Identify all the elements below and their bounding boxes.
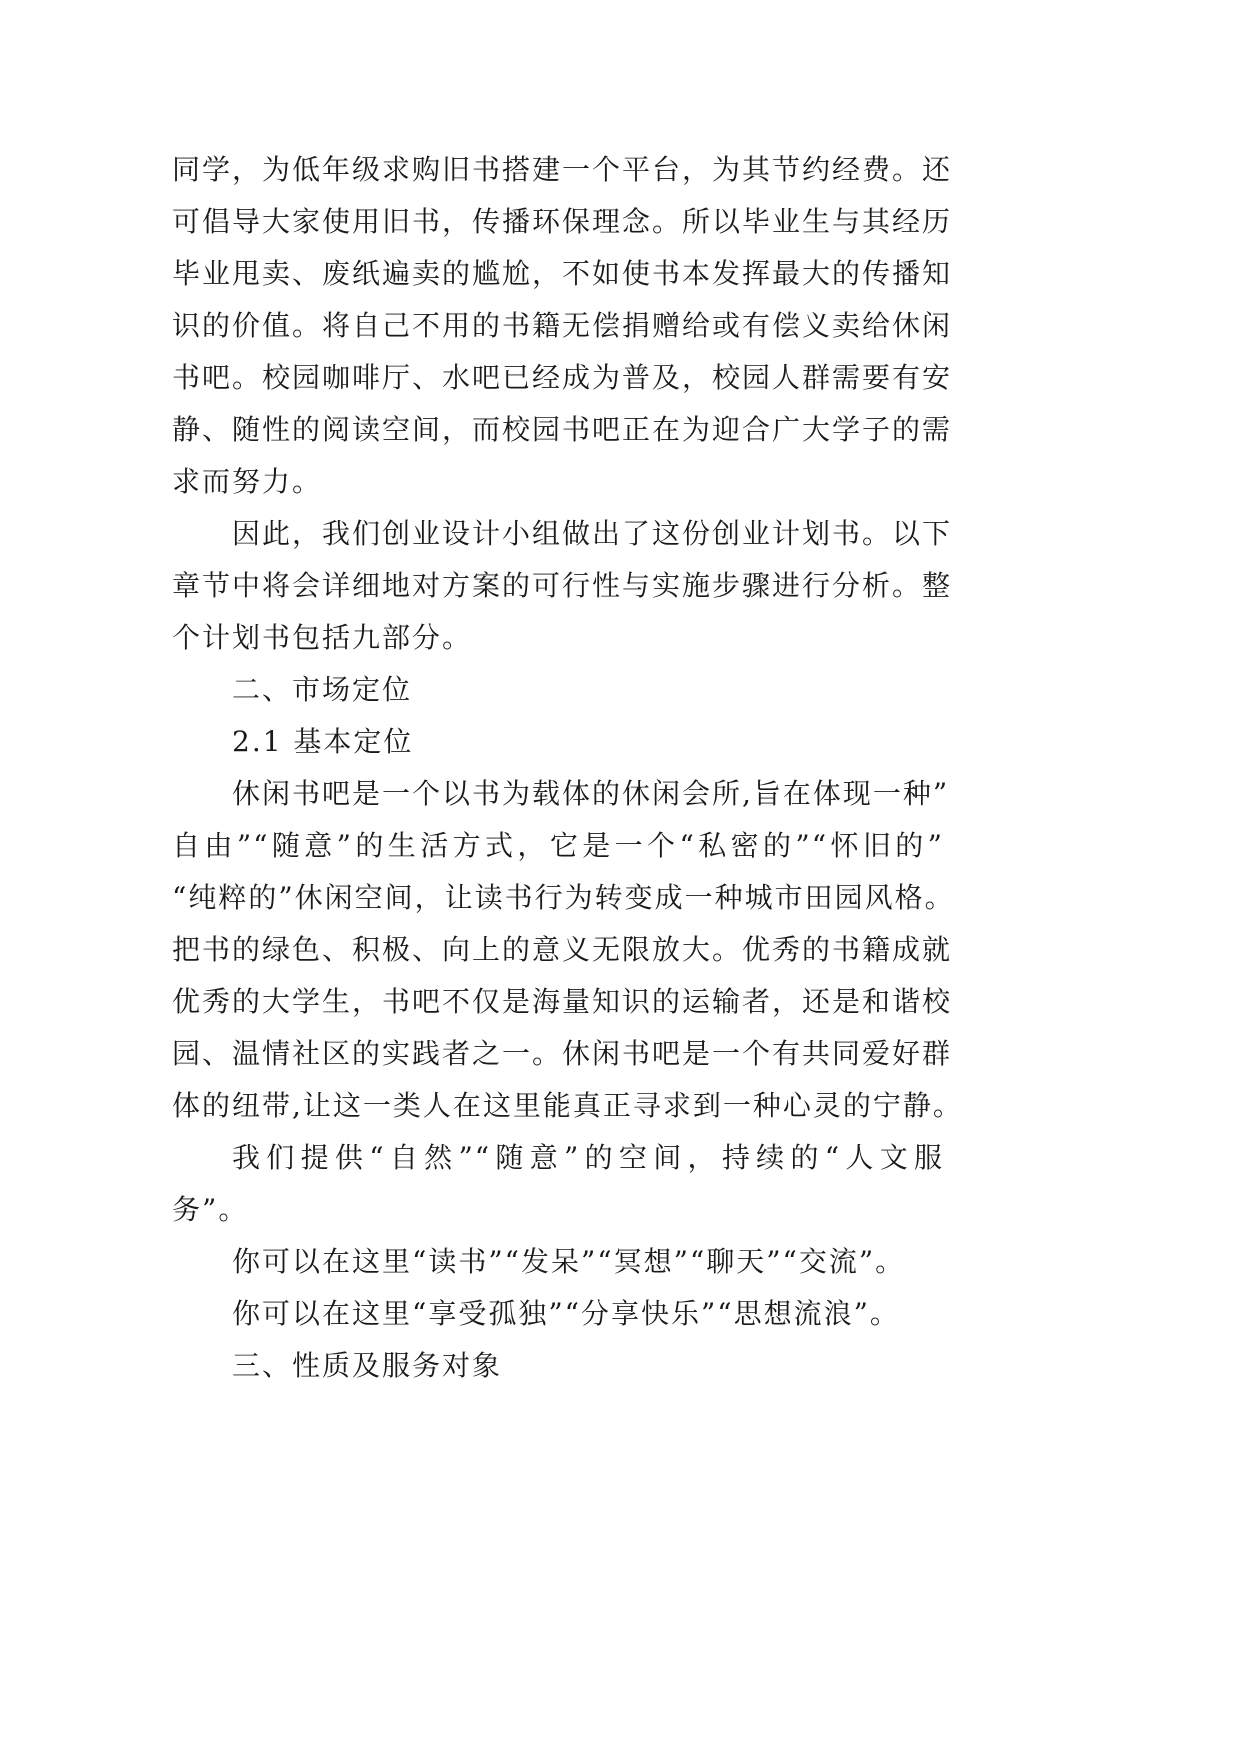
paragraph [172, 144, 953, 508]
paragraph-line: 把书的绿色、积极、向上的意义无限放大。优秀的书籍成就 [172, 933, 953, 966]
paragraph-line: 书吧。校园咖啡厅、水吧已经成为普及，校园人群需要有安 [172, 361, 953, 394]
paragraph-line: 章节中将会详细地对方案的可行性与实施步骤进行分析。整 [172, 569, 953, 602]
section-heading [172, 1340, 944, 1392]
paragraph-line: 你可以在这里“读书”“发呆”“冥想”“聊天”“交流”。 [232, 1245, 906, 1278]
paragraph-line: 你可以在这里“享受孤独”“分享快乐”“思想流浪”。 [232, 1297, 900, 1330]
paragraph-line: 园、温情社区的实践者之一。休闲书吧是一个有共同爱好群 [172, 1037, 953, 1070]
paragraph-line: “纯粹的”休闲空间，让读书行为转变成一种城市田园风格。 [172, 881, 955, 914]
paragraph-line: 因此，我们创业设计小组做出了这份创业计划书。以下 [232, 517, 953, 550]
paragraph-line: 休闲书吧是一个以书为载体的休闲会所,旨在体现一种” [232, 777, 950, 810]
section-heading-text: 三、性质及服务对象 [232, 1349, 503, 1382]
document-body [172, 144, 963, 1392]
paragraph-line: 我们提供“自然”“随意”的空间，持续的“人文服 [232, 1141, 944, 1174]
paragraph-line: 自由”“随意”的生活方式，它是一个“私密的”“怀旧的” [172, 829, 944, 862]
subsection-heading [172, 716, 944, 768]
paragraph [172, 1132, 944, 1236]
section-heading-text: 二、市场定位 [232, 673, 413, 706]
subsection-heading-text: 2.1 基本定位 [232, 725, 414, 758]
paragraph-line: 静、随性的阅读空间，而校园书吧正在为迎合广大学子的需 [172, 413, 953, 446]
paragraph [172, 768, 963, 1132]
paragraph-line: 同学，为低年级求购旧书搭建一个平台，为其节约经费。还 [172, 153, 953, 186]
paragraph-line: 可倡导大家使用旧书，传播环保理念。所以毕业生与其经历 [172, 205, 953, 238]
paragraph-line: 毕业甩卖、废纸遍卖的尴尬，不如使书本发挥最大的传播知 [172, 257, 953, 290]
paragraph-line: 识的价值。将自己不用的书籍无偿捐赠给或有偿义卖给休闲 [172, 309, 953, 342]
paragraph-line: 优秀的大学生，书吧不仅是海量知识的运输者，还是和谐校 [172, 985, 953, 1018]
paragraph [172, 508, 953, 664]
section-heading [172, 664, 944, 716]
paragraph-line: 个计划书包括九部分。 [172, 621, 473, 654]
paragraph [172, 1236, 944, 1288]
paragraph-line: 体的纽带,让这一类人在这里能真正寻求到一种心灵的宁静。 [172, 1089, 963, 1122]
paragraph-line: 务”。 [172, 1193, 249, 1226]
paragraph [172, 1288, 944, 1340]
paragraph-line: 求而努力。 [172, 465, 323, 498]
